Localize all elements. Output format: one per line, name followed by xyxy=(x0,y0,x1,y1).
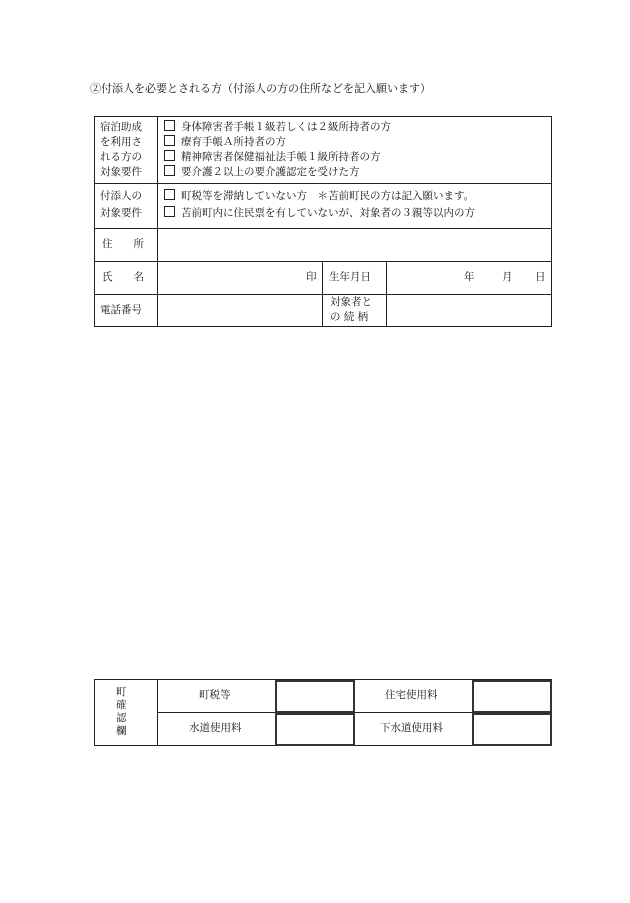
phone-field[interactable] xyxy=(158,295,322,326)
companion-label-line: 対象要件 xyxy=(100,207,142,219)
companion-option-text: 苫前町内に住民票を有していないが、対象者の３親等以内の方 xyxy=(181,207,475,219)
seal-mark: 印 xyxy=(306,271,317,283)
companion-option xyxy=(164,189,474,204)
day-unit: 日 xyxy=(535,271,546,283)
eligibility-label-line: を利用さ xyxy=(100,136,142,148)
eligibility-option-text: 精神障害者保健福祉法手帳１級所持者の方 xyxy=(181,151,381,163)
eligibility-label-line: 対象要件 xyxy=(100,166,142,178)
name-label: 氏 名 xyxy=(102,271,144,283)
relation-label-line: の 続 柄 xyxy=(330,311,369,323)
name-field[interactable] xyxy=(158,262,322,294)
eligibility-option xyxy=(164,120,391,135)
confirm-label-char: 町 xyxy=(116,686,127,698)
water-fee-label: 水道使用料 xyxy=(189,722,242,734)
eligibility-option xyxy=(164,165,360,180)
checkbox[interactable] xyxy=(164,206,175,217)
year-unit: 年 xyxy=(464,271,475,283)
phone-label: 電話番号 xyxy=(100,304,142,316)
town-tax-label: 町税等 xyxy=(199,689,231,701)
eligibility-option-text: 療育手帳Ａ所持者の方 xyxy=(181,136,286,148)
housing-fee-label: 住宅使用料 xyxy=(385,689,438,701)
address-field[interactable] xyxy=(158,229,551,261)
confirm-label-char: 確 xyxy=(116,699,127,711)
checkbox[interactable] xyxy=(164,150,175,161)
relation-field[interactable] xyxy=(387,295,551,326)
water-fee-check-box[interactable] xyxy=(275,713,355,746)
relation-label-line: 対象者と xyxy=(330,296,372,308)
eligibility-option-text: 要介護２以上の要介護認定を受けた方 xyxy=(181,166,360,178)
section-heading: ②付添人を必要とされる方（付添人の方の住所などを記入願います） xyxy=(90,82,431,95)
town-tax-check-box[interactable] xyxy=(275,680,355,713)
sewer-fee-check-box[interactable] xyxy=(472,713,552,746)
companion-label-line: 付添人の xyxy=(100,190,142,202)
eligibility-label-line: れる方の xyxy=(100,151,142,163)
confirm-label-char: 欄 xyxy=(116,725,127,737)
eligibility-option xyxy=(164,135,286,150)
eligibility-label-line: 宿泊助成 xyxy=(100,121,142,133)
sewer-fee-label: 下水道使用料 xyxy=(380,722,443,734)
checkbox[interactable] xyxy=(164,120,175,131)
companion-option xyxy=(164,206,475,221)
checkbox[interactable] xyxy=(164,165,175,176)
housing-fee-check-box[interactable] xyxy=(472,680,552,713)
birthdate-label: 生年月日 xyxy=(329,271,371,283)
checkbox[interactable] xyxy=(164,135,175,146)
address-label: 住 所 xyxy=(102,238,144,250)
eligibility-option xyxy=(164,150,381,165)
confirm-label-char: 認 xyxy=(116,712,127,724)
month-unit: 月 xyxy=(502,271,513,283)
companion-option-text: 町税等を滞納していない方 ＊苫前町民の方は記入願います。 xyxy=(181,190,475,202)
checkbox[interactable] xyxy=(164,189,175,200)
eligibility-option-text: 身体障害者手帳１級若しくは２級所持者の方 xyxy=(181,121,391,133)
